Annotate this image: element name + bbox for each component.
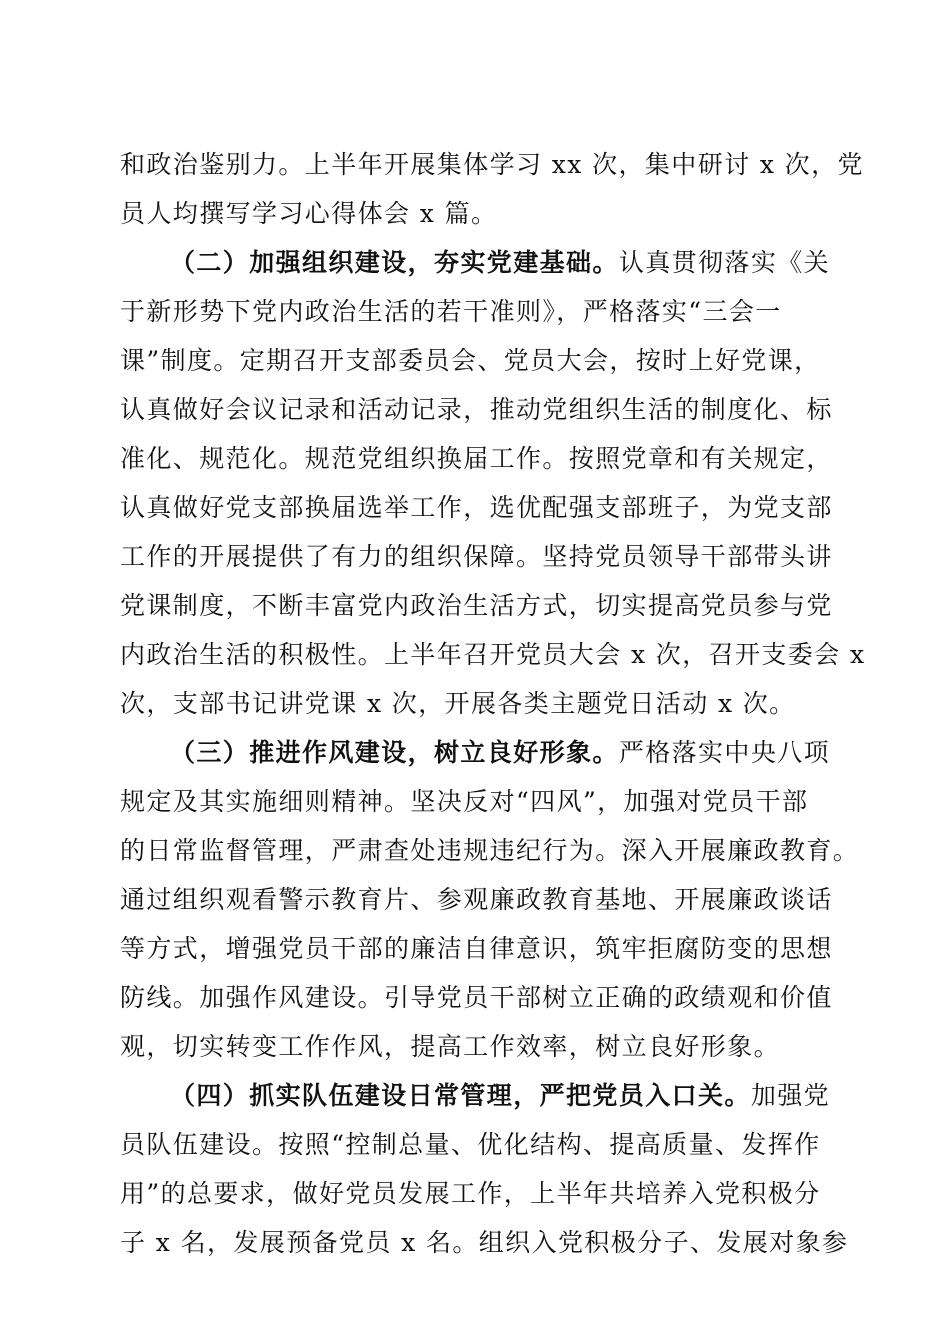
paragraph-line: 观，切实转变工作作风，提高工作效率，树立良好形象。: [120, 1032, 781, 1061]
section-heading: （四）抓实队伍建设日常管理，严把党员入口关。: [170, 1081, 751, 1110]
paragraph-text: 认真贯彻落实《关: [618, 248, 831, 277]
paragraph-text: 严格落实中央八项: [618, 738, 831, 767]
paragraph-line: 规定及其实施细则精神。坚决反对“四风”，加强对党员干部: [120, 787, 809, 816]
paragraph-first-line: [120, 238, 830, 287]
paragraph-line: 子 x 名，发展预备党员 x 名。组织入党积极分子、发展对象参: [120, 1228, 849, 1257]
paragraph-line: 和政治鉴别力。上半年开展集体学习 xx 次，集中研讨 x 次，党: [120, 150, 864, 179]
paragraph-line: 认真做好党支部换届选举工作，选优配强支部班子，为党支部: [120, 493, 833, 522]
paragraph-first-line: [120, 1071, 830, 1120]
section-heading: （二）加强组织建设，夯实党建基础。: [170, 248, 619, 277]
paragraph-line: 通过组织观看警示教育片、参观廉政教育基地、开展廉政谈话: [120, 885, 833, 914]
paragraph-line: 次，支部书记讲党课 x 次，开展各类主题党日活动 x 次。: [120, 689, 796, 718]
paragraph-line: 认真做好会议记录和活动记录，推动党组织生活的制度化、标: [120, 395, 833, 424]
paragraph-line: 内政治生活的积极性。上半年召开党员大会 x 次，召开支委会 x: [120, 640, 866, 669]
paragraph-line: 准化、规范化。规范党组织换届工作。按照党章和有关规定，: [120, 444, 833, 473]
paragraph-first-line: [120, 728, 830, 777]
paragraph-line: 等方式，增强党员干部的廉洁自律意识，筑牢拒腐防变的思想: [120, 934, 833, 963]
paragraph-line: 工作的开展提供了有力的组织保障。坚持党员领导干部带头讲: [120, 542, 833, 571]
paragraph-line: 课”制度。定期召开支部委员会、党员大会，按时上好党课，: [120, 346, 821, 375]
paragraph-text: 加强党: [750, 1081, 831, 1110]
paragraph-line: 员队伍建设。按照“控制总量、优化结构、提高质量、发挥作: [120, 1130, 821, 1159]
section-heading: （三）推进作风建设，树立良好形象。: [170, 738, 619, 767]
document-body: [120, 140, 866, 1267]
paragraph-line: 的日常监督管理，严肃查处违规违纪行为。深入开展廉政教育。: [120, 836, 860, 865]
paragraph-line: 党课制度，不断丰富党内政治生活方式，切实提高党员参与党: [120, 591, 833, 620]
paragraph-line: 于新形势下党内政治生活的若干准则》，严格落实“三会一: [120, 297, 782, 326]
paragraph-line: 防线。加强作风建设。引导党员干部树立正确的政绩观和价值: [120, 983, 833, 1012]
paragraph-line: 用”的总要求，做好党员发展工作，上半年共培养入党积极分: [120, 1179, 821, 1208]
paragraph-line: 员人均撰写学习心得体会 x 篇。: [120, 199, 498, 228]
